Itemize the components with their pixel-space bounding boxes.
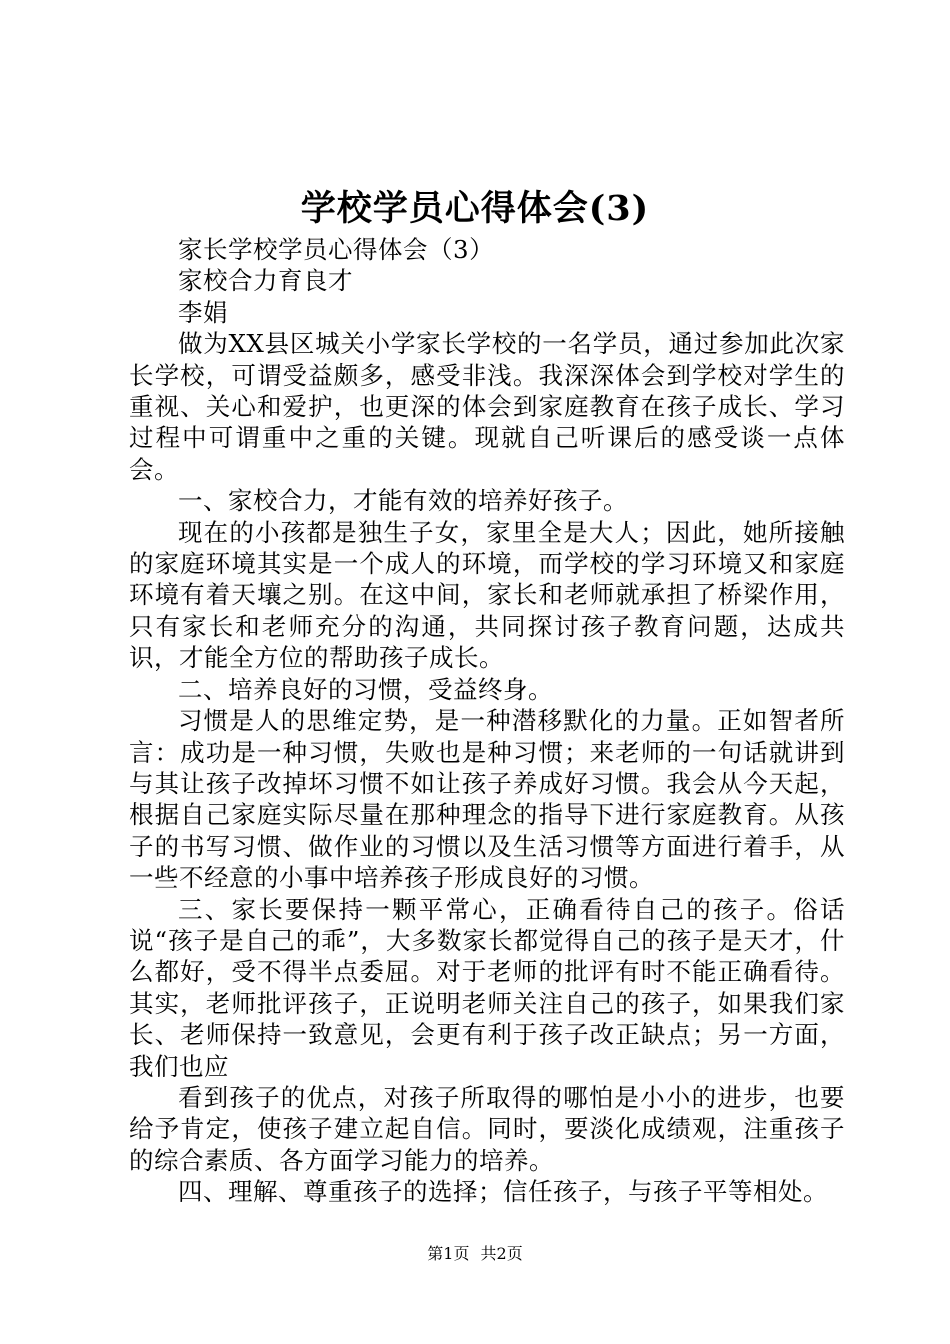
section-heading-1: 一、家校合力，才能有效的培养好孩子。 bbox=[178, 486, 628, 516]
document-body bbox=[129, 234, 845, 1208]
section-paragraph-3: 三、家长要保持一颗平常心，正确看待自己的孩子。俗话说“孩子是自己的乖”，大多数家长都觉得自己的孩子是天才，什么都好，受不得半点委屈。对于老师的批评有时不能正确看待。其实，老师批评孩子，正说明老师关注自己的孩子，如果我们家长、老师保持一致意见，会更有利于孩子改正缺点；另一方面，我们也应 bbox=[129, 894, 845, 1081]
intro-paragraph: 做为XX县区城关小学家长学校的一名学员，通过参加此次家长学校，可谓受益颇多，感受非浅。我深深体会到学校对学生的重视、关心和爱护，也更深的体会到家庭教育在孩子成长、学习过程中可谓重中之重的关键。现就自己听课后的感受谈一点体会。 bbox=[129, 329, 845, 484]
page-number: 第1页 bbox=[427, 1244, 470, 1263]
section-paragraph-1: 现在的小孩都是独生子女，家里全是大人；因此，她所接触的家庭环境其实是一个成人的环境，而学校的学习环境又和家庭环境有着天壤之别。在这中间，家长和老师就承担了桥梁作用，只有家长和老师充分的沟通，共同探讨孩子教育问题，达成共识，才能全方位的帮助孩子成长。 bbox=[129, 517, 845, 673]
page-footer bbox=[0, 1243, 950, 1265]
page-total: 共2页 bbox=[480, 1244, 523, 1263]
author-name: 李娟 bbox=[178, 297, 228, 327]
section-heading-2: 二、培养良好的习惯，受益终身。 bbox=[178, 674, 553, 704]
section-heading-4: 四、理解、尊重孩子的选择；信任孩子，与孩子平等相处。 bbox=[178, 1177, 828, 1207]
article-heading: 家校合力育良才 bbox=[178, 266, 353, 296]
document-title: 学校学员心得体会(3) bbox=[300, 188, 650, 229]
section-paragraph-3-continued: 看到孩子的优点，对孩子所取得的哪怕是小小的进步，也要给予肯定，使孩子建立起自信。同时，要淡化成绩观，注重孩子的综合素质、各方面学习能力的培养。 bbox=[129, 1082, 845, 1175]
section-paragraph-2: 习惯是人的思维定势，是一种潜移默化的力量。正如智者所言：成功是一种习惯，失败也是种习惯；来老师的一句话就讲到与其让孩子改掉坏习惯不如让孩子养成好习惯。我会从今天起，根据自己家庭实际尽量在那种理念的指导下进行家庭教育。从孩子的书写习惯、做作业的习惯以及生活习惯等方面进行着手，从一些不经意的小事中培养孩子形成良好的习惯。 bbox=[129, 706, 845, 893]
subtitle-paragraph: 家长学校学员心得体会（3） bbox=[178, 235, 495, 264]
